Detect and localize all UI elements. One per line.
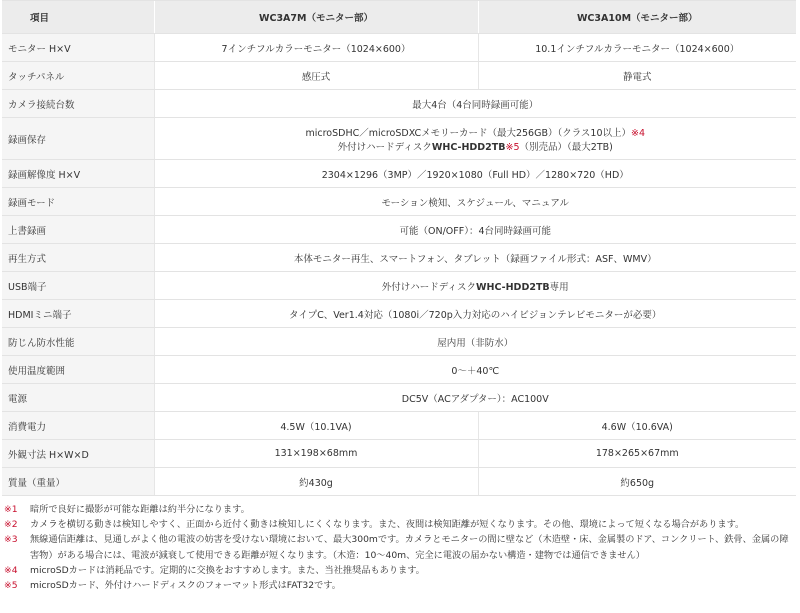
footnote-mark: ※4 <box>4 564 18 576</box>
cell-model-a: 7インチフルカラーモニター（1024×600） <box>154 34 478 62</box>
cell-model-a: 4.5W（10.1VA) <box>154 412 478 440</box>
table-row <box>2 62 796 90</box>
cell-model-a: 感圧式 <box>154 62 478 90</box>
cell-shared: モーション検知、スケジュール、マニュアル <box>154 188 796 216</box>
header-item: 項目 <box>2 1 154 34</box>
storage-line-2: 外付けハードディスクWHC-HDD2TB※5（別売品）（最大2TB) <box>337 141 613 153</box>
footnote-ref: ※4 <box>631 127 646 139</box>
cell-model-b: 4.6W（10.6VA) <box>478 412 796 440</box>
table-row <box>2 356 796 384</box>
row-label: 録画保存 <box>2 118 154 160</box>
table-row <box>2 160 796 188</box>
cell-model-b: 静電式 <box>478 62 796 90</box>
row-label: 録画モード <box>2 188 154 216</box>
row-label: USB端子 <box>2 272 154 300</box>
row-label: タッチパネル <box>2 62 154 90</box>
footnote-mark: ※1 <box>4 504 18 515</box>
footnote <box>4 502 796 517</box>
cell-shared: 本体モニター再生、スマートフォン、タブレット（録画ファイル形式：ASF、WMV） <box>154 244 796 272</box>
spec-table <box>2 0 796 496</box>
footnote-text: microSDカード、外付けハードディスクのフォーマット形式はFAT32です。 <box>30 580 341 592</box>
row-label: 使用温度範囲 <box>2 356 154 384</box>
footnote <box>4 532 796 562</box>
table-row <box>2 272 796 300</box>
table-row <box>2 300 796 328</box>
footnote <box>4 517 796 532</box>
header-model-a: WC3A7M（モニター部） <box>154 1 478 34</box>
cell-shared: タイプC、Ver1.4対応（1080i／720p入力対応のハイビジョンテレビモニターが必要） <box>154 300 796 328</box>
cell-model-a: 約430g <box>154 468 478 496</box>
cell-shared: 2304×1296（3MP）／1920×1080（Full HD）／1280×720（HD） <box>154 160 796 188</box>
footnote-text: カメラを横切る動きは検知しやすく、正面から近付く動きは検知しにくくなります。また、夜間は検知距離が短くなります。その他、環境によって短くなる場合があります。 <box>30 519 745 531</box>
cell-shared: 0〜＋40℃ <box>154 356 796 384</box>
footnote <box>4 563 796 578</box>
cell-model-a: 131×198×68mm <box>154 440 478 468</box>
cell-model-b: 10.1インチフルカラーモニター（1024×600） <box>478 34 796 62</box>
table-row <box>2 440 796 468</box>
table-row <box>2 216 796 244</box>
cell-model-b: 約650g <box>478 468 796 496</box>
footnote-text: 無線通信距離は、見通しがよく他の電波の妨害を受けない環境において、最大300mです。カメラとモニターの間に壁など（木造壁・床、金属製のドア、コンクリート、鉄骨、金属の障害物）がある場合には、電波が減衰して使用できる距離が短くなります。（木造：10〜40m、完全に電波の届かない構造・建物では通信できません） <box>30 534 789 561</box>
table-row <box>2 34 796 62</box>
row-label: 質量（重量） <box>2 468 154 496</box>
row-label: 外観寸法 H×W×D <box>2 440 154 468</box>
footnote-text: microSDカードは消耗品です。定期的に交換をおすすめします。また、当社推奨品もあります。 <box>30 564 425 576</box>
row-label: 録画解像度 H×V <box>2 160 154 188</box>
row-label: 消費電力 <box>2 412 154 440</box>
table-row <box>2 384 796 412</box>
footnote <box>4 578 796 593</box>
header-model-b: WC3A10M（モニター部） <box>478 1 796 34</box>
footnotes <box>2 502 796 593</box>
footnote-mark: ※3 <box>4 534 18 546</box>
table-row <box>2 90 796 118</box>
footnote-text: 暗所で良好に撮影が可能な距離は約半分になります。 <box>30 504 250 515</box>
row-label: HDMIミニ端子 <box>2 300 154 328</box>
cell-shared: 屋内用（非防水） <box>154 328 796 356</box>
footnote-ref: ※5 <box>505 141 520 153</box>
spec-page <box>2 0 796 593</box>
row-label: 上書録画 <box>2 216 154 244</box>
table-row <box>2 412 796 440</box>
table-row <box>2 188 796 216</box>
row-label: カメラ接続台数 <box>2 90 154 118</box>
cell-shared: 外付けハードディスクWHC-HDD2TB専用 <box>154 272 796 300</box>
model-number: WHC-HDD2TB <box>431 141 506 153</box>
cell-shared <box>154 118 796 160</box>
row-label: 再生方式 <box>2 244 154 272</box>
footnote-mark: ※2 <box>4 519 18 531</box>
table-row <box>2 244 796 272</box>
table-row <box>2 118 796 160</box>
row-label: モニター H×V <box>2 34 154 62</box>
table-header-row <box>2 1 796 34</box>
table-row <box>2 328 796 356</box>
footnote-mark: ※5 <box>4 580 18 592</box>
cell-shared: 最大4台（4台同時録画可能） <box>154 90 796 118</box>
cell-model-b: 178×265×67mm <box>478 440 796 468</box>
cell-shared: DC5V（ACアダプター）：AC100V <box>154 384 796 412</box>
model-number: WHC-HDD2TB <box>476 281 550 293</box>
storage-line-1: microSDHC／microSDXCメモリーカード（最大256GB）（クラス10以上）※4 <box>305 127 646 139</box>
table-row <box>2 468 796 496</box>
row-label: 電源 <box>2 384 154 412</box>
cell-shared: 可能（ON/OFF）：4台同時録画可能 <box>154 216 796 244</box>
row-label: 防じん防水性能 <box>2 328 154 356</box>
